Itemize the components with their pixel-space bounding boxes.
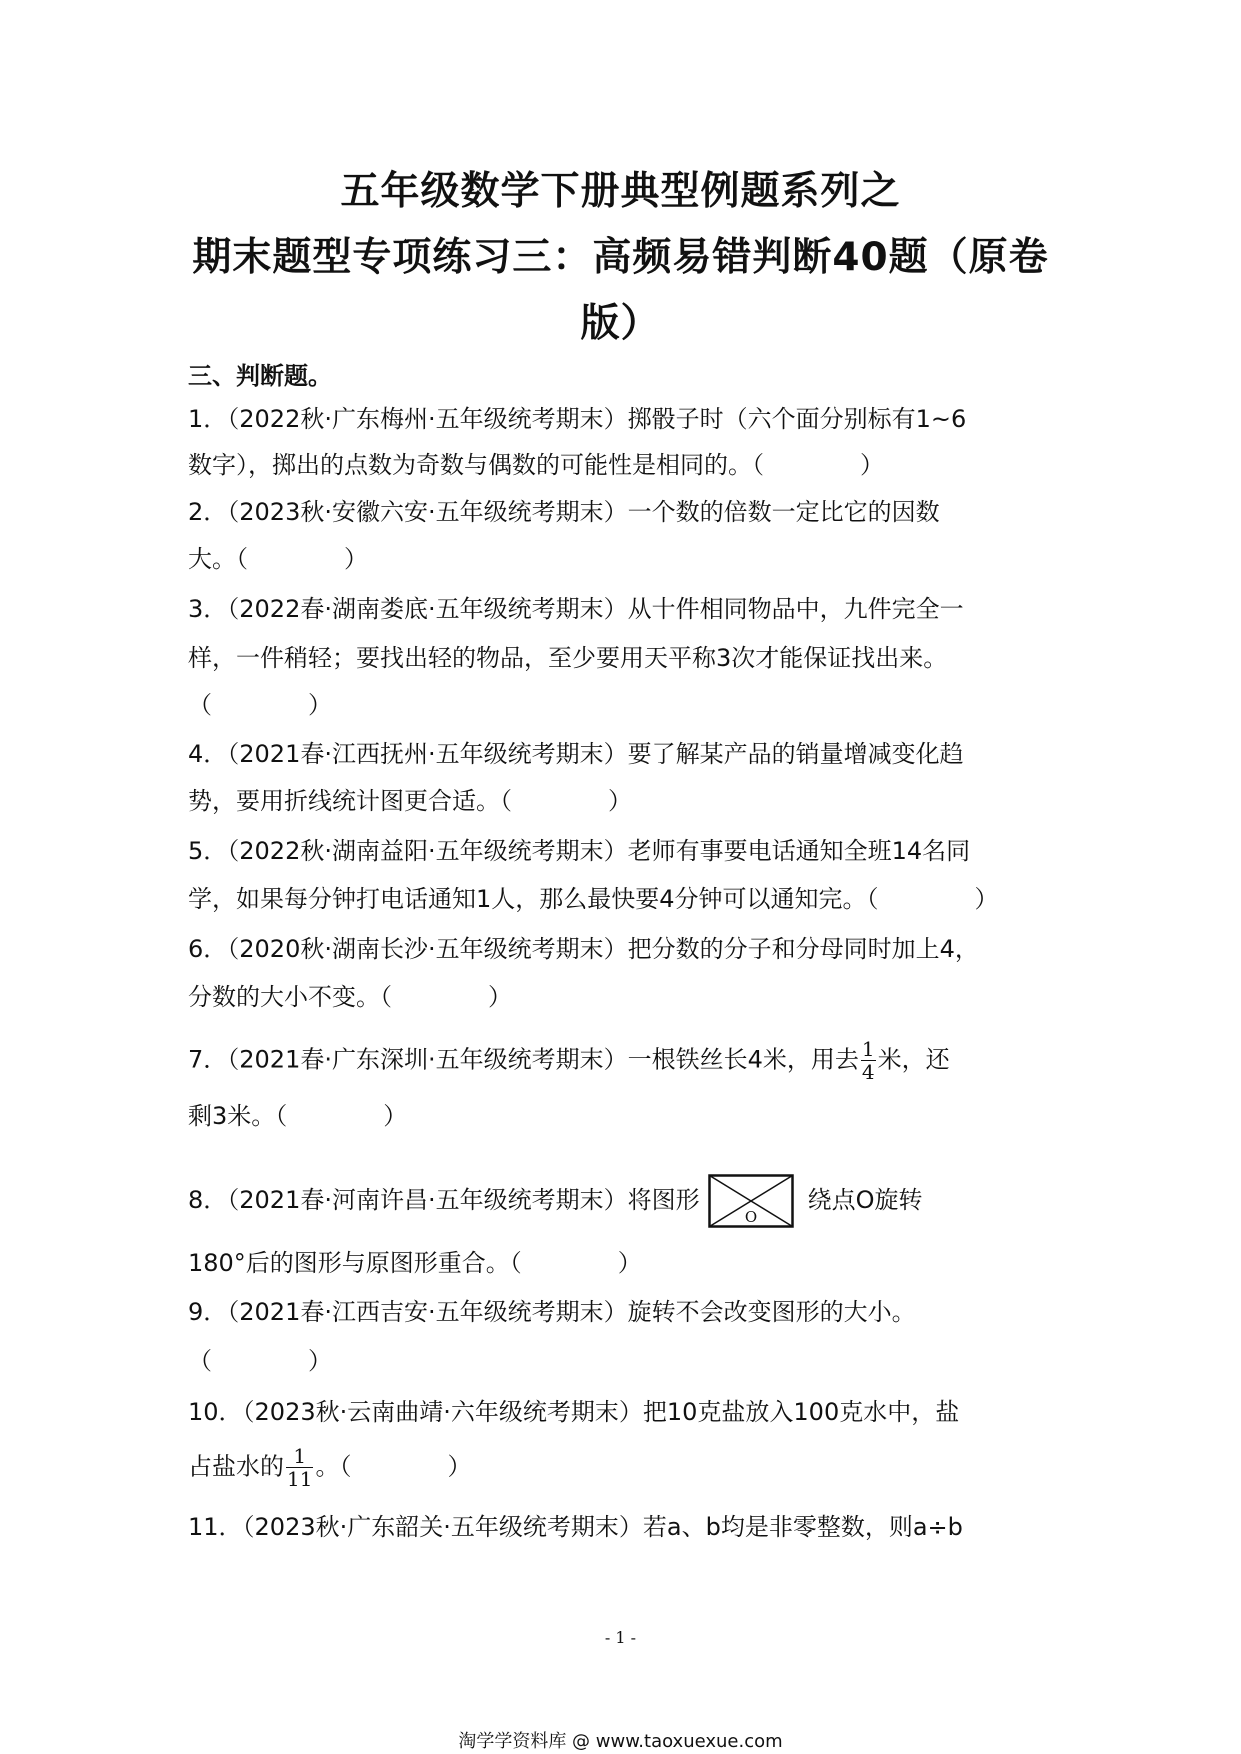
question-10-text-before: 占盐水的: [188, 1452, 284, 1481]
fraction-one-eleventh: [286, 1445, 313, 1490]
question-4-line-2: 势，要用折线统计图更合适。（ ）: [188, 787, 632, 815]
question-4-line-1: 4．（2021春·江西抚州·五年级统考期末）要了解某产品的销量增减变化趋: [188, 740, 964, 768]
fraction-denominator: 4: [861, 1060, 875, 1084]
question-11-line-1: 11．（2023秋·广东韶关·五年级统考期末）若a、b均是非零整数，则a÷b: [188, 1513, 963, 1541]
question-2-line-1: 2．（2023秋·安徽六安·五年级统考期末）一个数的倍数一定比它的因数: [188, 498, 940, 526]
question-8-line-2: 180°后的图形与原图形重合。（ ）: [188, 1249, 642, 1277]
footer-watermark: 淘学学资料库 @ www.taoxuexue.com: [458, 1731, 783, 1752]
question-1-line-2: 数字），掷出的点数为奇数与偶数的可能性是相同的。（ ）: [188, 451, 884, 479]
fraction-numerator: 1: [286, 1445, 313, 1468]
question-9-line-1: 9．（2021春·江西吉安·五年级统考期末）旋转不会改变图形的大小。: [188, 1298, 916, 1326]
question-2-line-2: 大。（ ）: [188, 545, 368, 573]
question-5-line-1: 5．（2022秋·湖南益阳·五年级统考期末）老师有事要电话通知全班14名同: [188, 837, 971, 865]
question-9-line-2: （ ）: [188, 1347, 332, 1375]
question-3-line-1: 3．（2022春·湖南娄底·五年级统考期末）从十件相同物品中，九件完全一: [188, 595, 964, 623]
figure-point-label: O: [744, 1208, 757, 1226]
question-7-line-1: [188, 1038, 950, 1083]
question-3-line-2: 样，一件稍轻；要找出轻的物品，至少要用天平称3次才能保证找出来。: [188, 644, 948, 672]
question-7-line-2: 剩3米。（ ）: [188, 1102, 408, 1130]
question-8-line-1: [188, 1174, 923, 1228]
question-8-text-before: 8．（2021春·河南许昌·五年级统考期末）将图形: [188, 1186, 700, 1214]
fraction-denominator: 11: [287, 1467, 313, 1491]
question-3-line-3: （ ）: [188, 691, 332, 719]
question-6-line-1: 6．（2020秋·湖南长沙·五年级统考期末）把分数的分子和分母同时加上4，: [188, 935, 979, 963]
question-10-text-after: 。（ ）: [315, 1452, 472, 1481]
title-line-1: 五年级数学下册典型例题系列之: [340, 169, 901, 214]
fraction-numerator: 1: [861, 1037, 875, 1061]
question-7-text-before: 7．（2021春·广东深圳·五年级统考期末）一根铁丝长4米，用去: [188, 1045, 859, 1074]
section-heading: 三、判断题。: [188, 362, 332, 390]
title-line-2: 期末题型专项练习三：高频易错判断40题（原卷: [192, 235, 1049, 280]
question-6-line-2: 分数的大小不变。（ ）: [188, 983, 512, 1011]
page-number: - 1 -: [604, 1628, 637, 1647]
question-5-line-2: 学，如果每分钟打电话通知1人，那么最快要4分钟可以通知完。（ ）: [188, 885, 999, 913]
question-8-text-after: 绕点O旋转: [807, 1186, 923, 1214]
title-line-3: 版）: [580, 301, 661, 346]
rectangle-figure-icon: [708, 1174, 794, 1228]
fraction-one-quarter: [861, 1038, 876, 1083]
question-7-text-after: 米，还: [877, 1045, 950, 1074]
question-1-line-1: 1．（2022秋·广东梅州·五年级统考期末）掷骰子时（六个面分别标有1~6: [188, 405, 967, 433]
question-10-line-1: 10．（2023秋·云南曲靖·六年级统考期末）把10克盐放入100克水中，盐: [188, 1398, 960, 1426]
question-10-line-2: [188, 1445, 471, 1490]
